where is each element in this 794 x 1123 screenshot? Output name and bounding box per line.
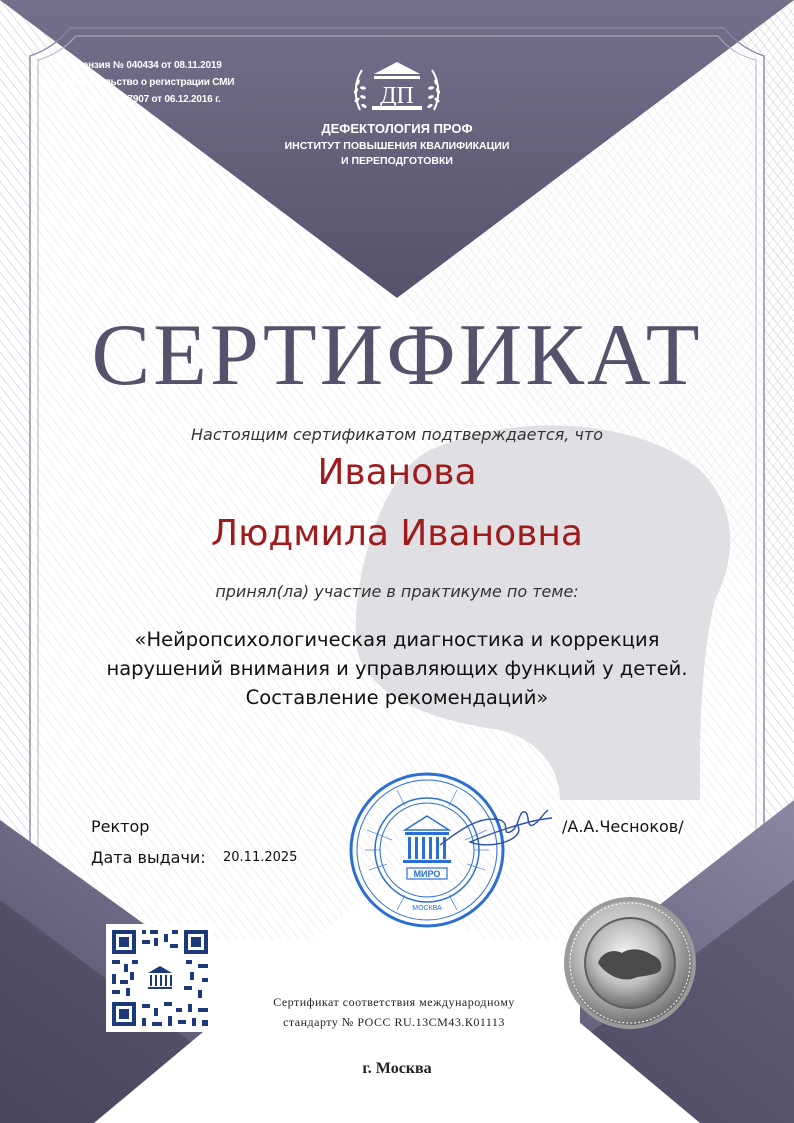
media-registration: Свидетельство о регистрации СМИ [64, 77, 235, 88]
organization-subtitle-1: ИНСТИТУТ ПОВЫШЕНИЯ КВАЛИФИКАЦИИ [284, 140, 510, 152]
quality-seal [560, 893, 700, 1033]
compliance-line-2: стандарту № РОСС RU.13СМ43.К01113 [283, 1015, 505, 1029]
compliance-line-1: Сертификат соответствия международному [273, 995, 515, 1009]
organization-name: ДЕФЕКТОЛОГИЯ ПРОФ [321, 121, 473, 136]
rector-signature [430, 790, 560, 860]
issue-city: г. Москва [362, 1060, 432, 1077]
theme-line-1: «Нейропсихологическая диагностика и коррекция [134, 628, 660, 651]
rector-name: /А.А.Чесноков/ [562, 817, 684, 836]
svg-text:МОСКВА: МОСКВА [412, 905, 442, 912]
certificate-title: СЕРТИФИКАТ [91, 307, 703, 404]
practicum-theme [50, 625, 744, 712]
license-number: Лицензия № 040434 от 08.11.2019 [64, 60, 222, 71]
rector-label: Ректор [91, 817, 150, 836]
theme-line-2: нарушений внимания и управляющих функций у детей. [106, 657, 688, 680]
certificate-intro: Настоящим сертификатом подтверждается, что [191, 425, 603, 444]
organization-subtitle-2: И ПЕРЕПОДГОТОВКИ [341, 155, 453, 167]
theme-line-3: Составление рекомендаций» [245, 686, 549, 709]
recipient-given-names: Людмила Ивановна [211, 513, 583, 554]
recipient-surname: Иванова [317, 452, 477, 493]
svg-text:ДП: ДП [380, 83, 414, 109]
issue-date-label: Дата выдачи: [91, 848, 206, 867]
organization-logo-icon [352, 58, 442, 116]
media-registration-number: Эл № ФС77-67907 от 06.12.2016 г. [64, 94, 221, 105]
svg-text:МИРО: МИРО [413, 869, 441, 879]
participation-text: принял(ла) участие в практикуме по теме: [215, 582, 579, 601]
issue-date-value: 20.11.2025 [223, 850, 298, 865]
